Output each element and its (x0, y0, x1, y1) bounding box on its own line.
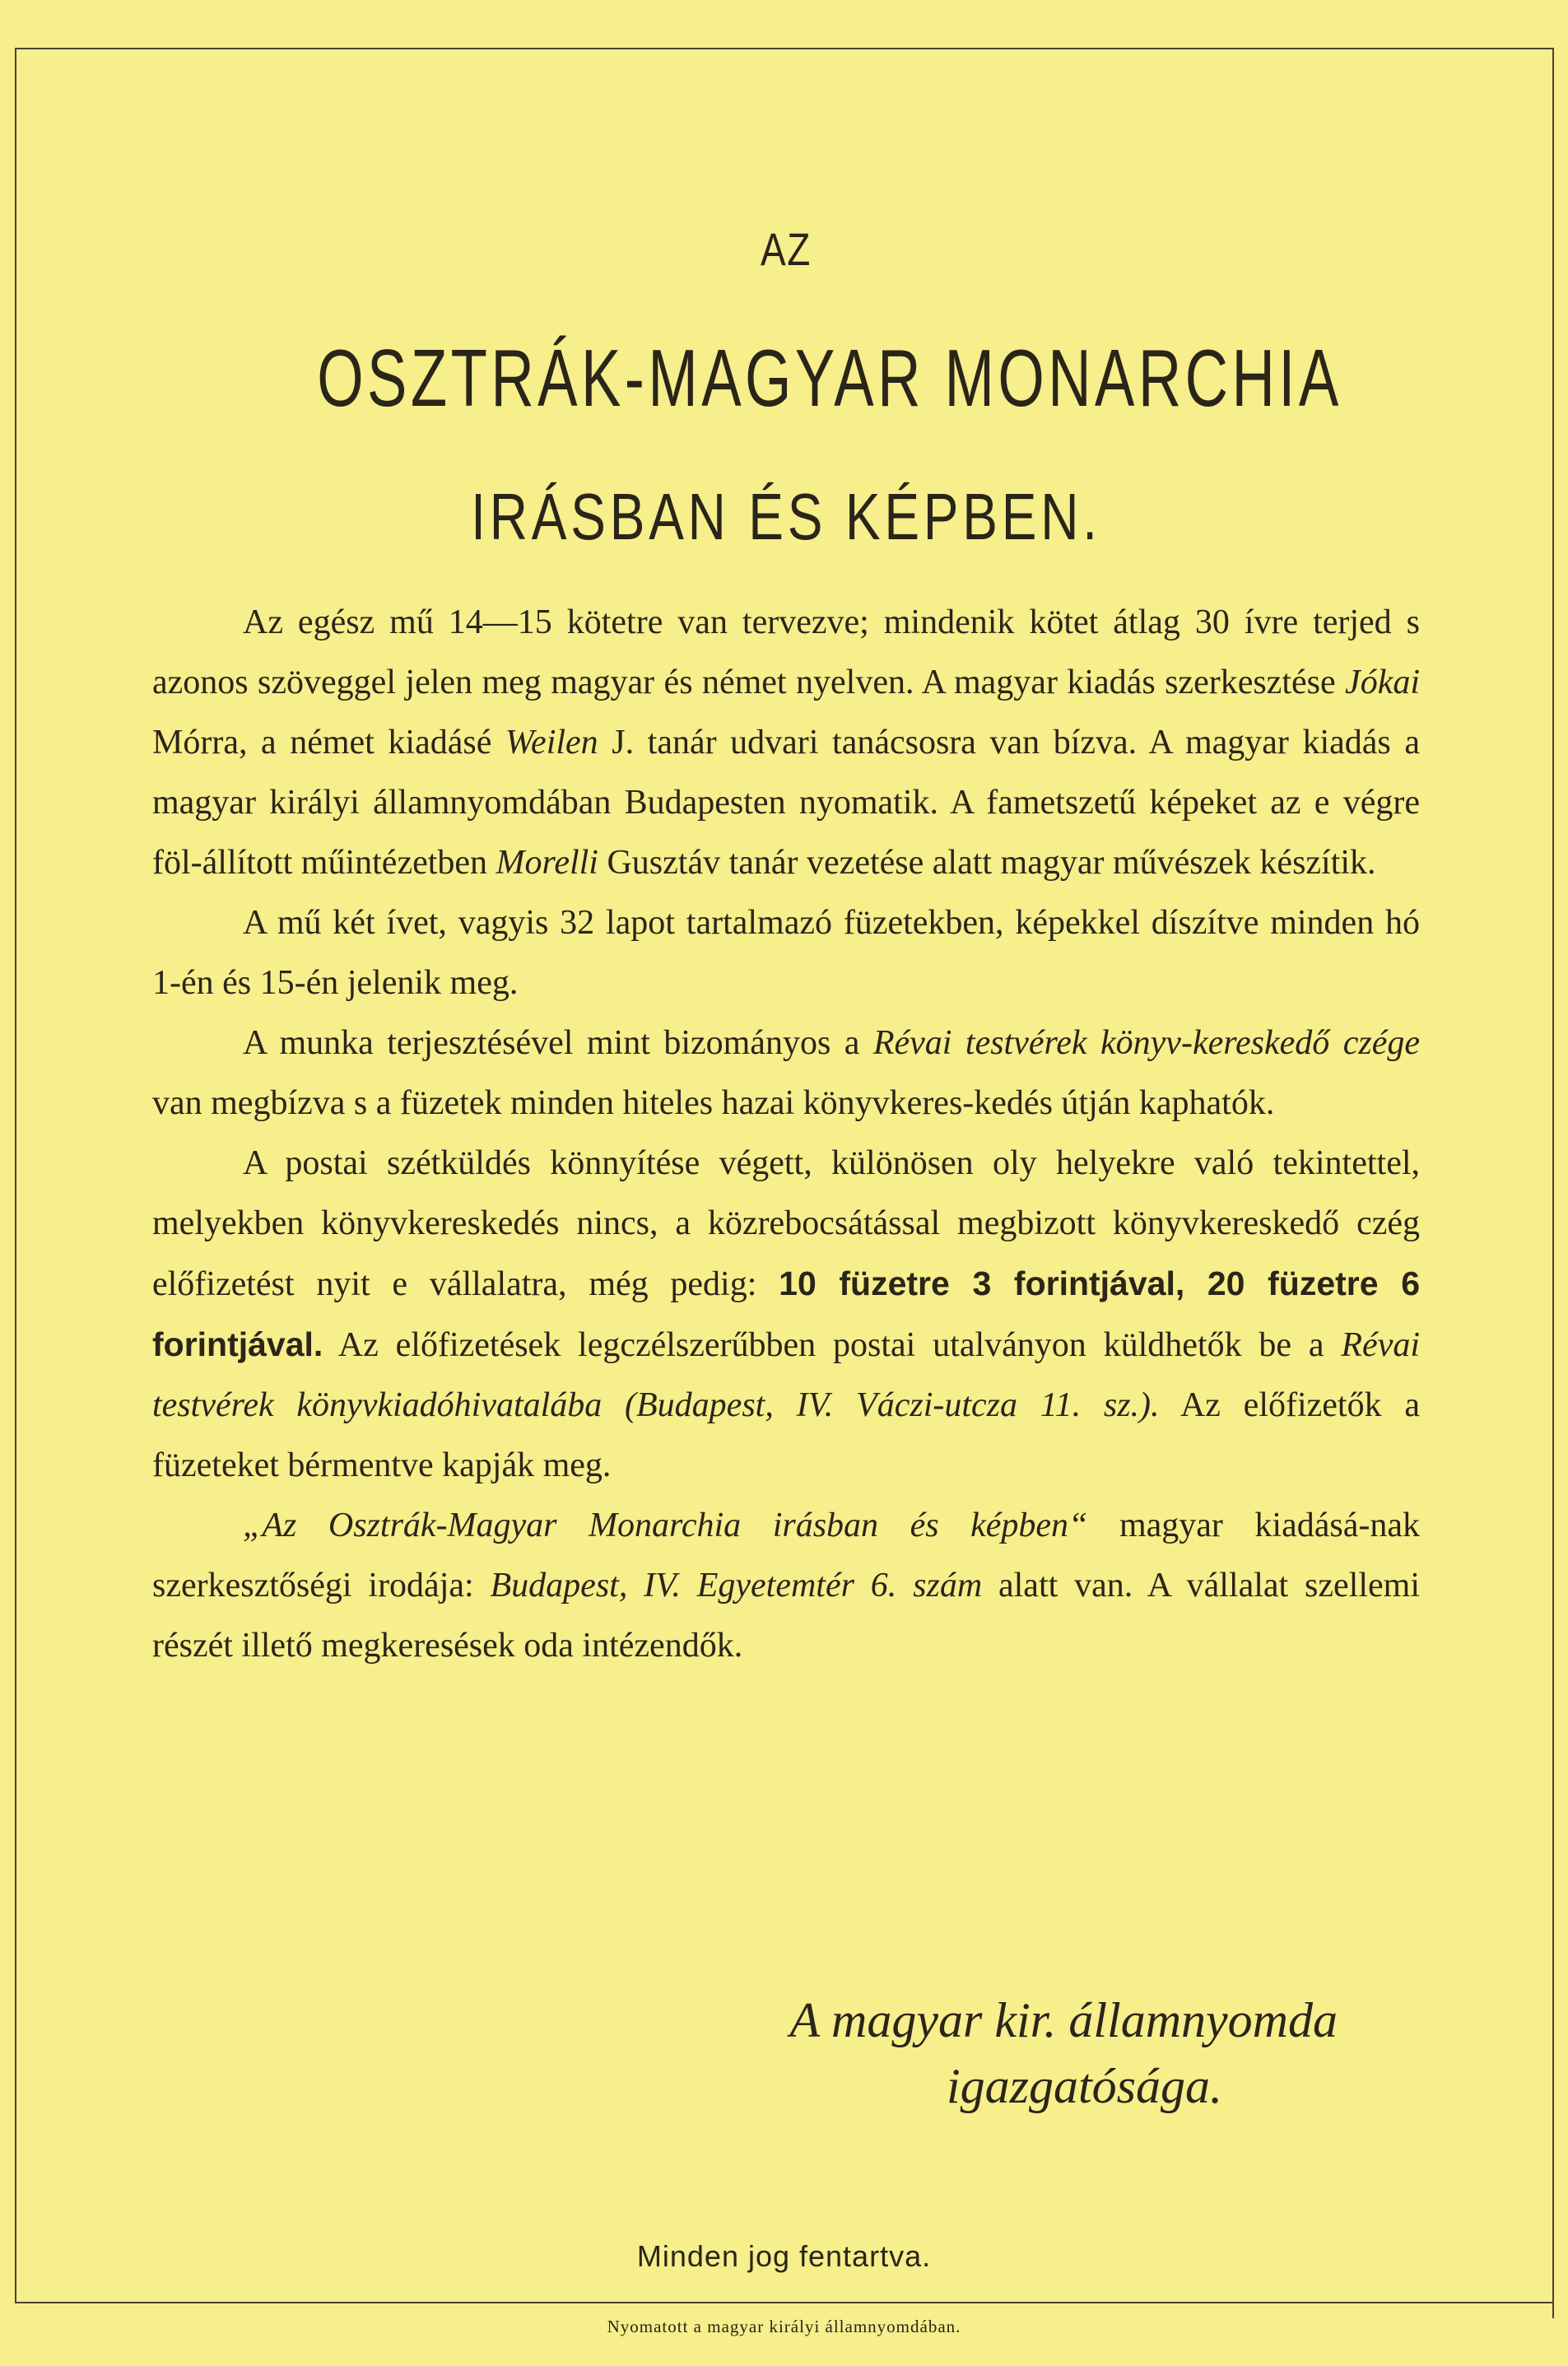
paragraph-5-italic-1: „Az Osztrák-Magyar Monarchia irásban és képben“ (243, 1507, 1088, 1544)
frame-top-rule (15, 48, 1554, 49)
paragraph-3-italic-1: Révai testvérek könyv-kereskedő czége (872, 1024, 1420, 1062)
signature-line-2: igazgatósága. (946, 2059, 1222, 2113)
frame-right-rule (1552, 48, 1554, 2318)
paragraph-1-italic-1: Jókai (1345, 664, 1420, 701)
paragraph-1 (152, 593, 1420, 893)
paragraph-4-text-2: Az előfizetések legczélszerűbben postai utalványon küldhetők be a (323, 1326, 1342, 1364)
paragraph-2-text-1: A mű két ívet, vagyis 32 lapot tartalmazó füzetekben, képekkel díszítve minden hó 1-én és 15-én jelenik meg. (152, 904, 1420, 1002)
paragraph-4-text-3: Az előfizetők a füzeteket bérmentve kapják meg. (152, 1386, 1420, 1484)
paragraph-1-text-3: J. tanár udvari tanácsosra van bízva. A magyar kiadás a magyar királyi államnyomdában Budapesten nyomatik. A fametszetű képeket az e végre föl-állított műintézetben (152, 724, 1420, 882)
page-content (152, 222, 1420, 1676)
paragraph-1-text-2: Mórra, a német kiadásé (152, 724, 505, 761)
paragraph-3-text-1: A munka terjesztésével mint bizományos a (243, 1024, 873, 1062)
paragraph-5-text-1: magyar kiadásá-nak szerkesztőségi irodája: (152, 1507, 1420, 1605)
announcement-body (152, 593, 1420, 1676)
paragraph-1-text-1: Az egész mű 14—15 kötetre van tervezve; mindenik kötet átlag 30 ívre terjed s azonos szöveggel jelen meg magyar és német nyelven. A magyar kiadás szerkesztése (152, 603, 1420, 701)
page-subtitle: IRÁSBAN ÉS KÉPBEN. (471, 480, 1101, 553)
paragraph-3 (152, 1013, 1420, 1134)
paragraph-5-text-2: alatt van. A vállalat szellemi részét illető megkeresések oda intézendők. (152, 1567, 1420, 1665)
paragraph-3-text-2: van megbízva s a füzetek minden hiteles hazai könyvkeres-kedés útján kaphatók. (152, 1084, 1275, 1122)
frame-bottom-rule (15, 2302, 1554, 2303)
paragraph-5 (152, 1496, 1420, 1676)
paragraph-2 (152, 893, 1420, 1013)
paragraph-4-bold-price: 10 füzetre 3 forintjával, 20 füzetre 6 forintjával. (152, 1265, 1420, 1363)
signature-line-1: A magyar kir. államnyomda (789, 1993, 1338, 2047)
printer-imprint: Nyomatott a magyar királyi államnyomdában. (607, 2317, 961, 2336)
paragraph-1-italic-3: Morelli (496, 844, 598, 882)
paragraph-4-text-1: A postai szétküldés könnyítése végett, különösen oly helyekre való tekintettel, melyekben könyvkereskedés nincs, a közrebocsátással megbizott könyvkereskedő czég előfizetést nyit e vállalatra, még pedig: (152, 1144, 1420, 1303)
title-pre: AZ (761, 223, 812, 275)
paragraph-1-italic-2: Weilen (505, 724, 598, 761)
paragraph-4-italic-1: Révai testvérek könyvkiadóhivatalába (Budapest, IV. Váczi-utcza 11. sz.). (152, 1326, 1420, 1424)
page-title: OSZTRÁK-MAGYAR MONARCHIA (317, 333, 1342, 423)
paragraph-4 (152, 1134, 1420, 1496)
rights-notice: Minden jog fentartva. (636, 2239, 932, 2273)
paragraph-1-text-4: Gusztáv tanár vezetése alatt magyar művészek készítik. (598, 844, 1376, 882)
paragraph-5-italic-2: Budapest, IV. Egyetemtér 6. szám (490, 1567, 983, 1605)
frame-left-rule (15, 48, 16, 2303)
